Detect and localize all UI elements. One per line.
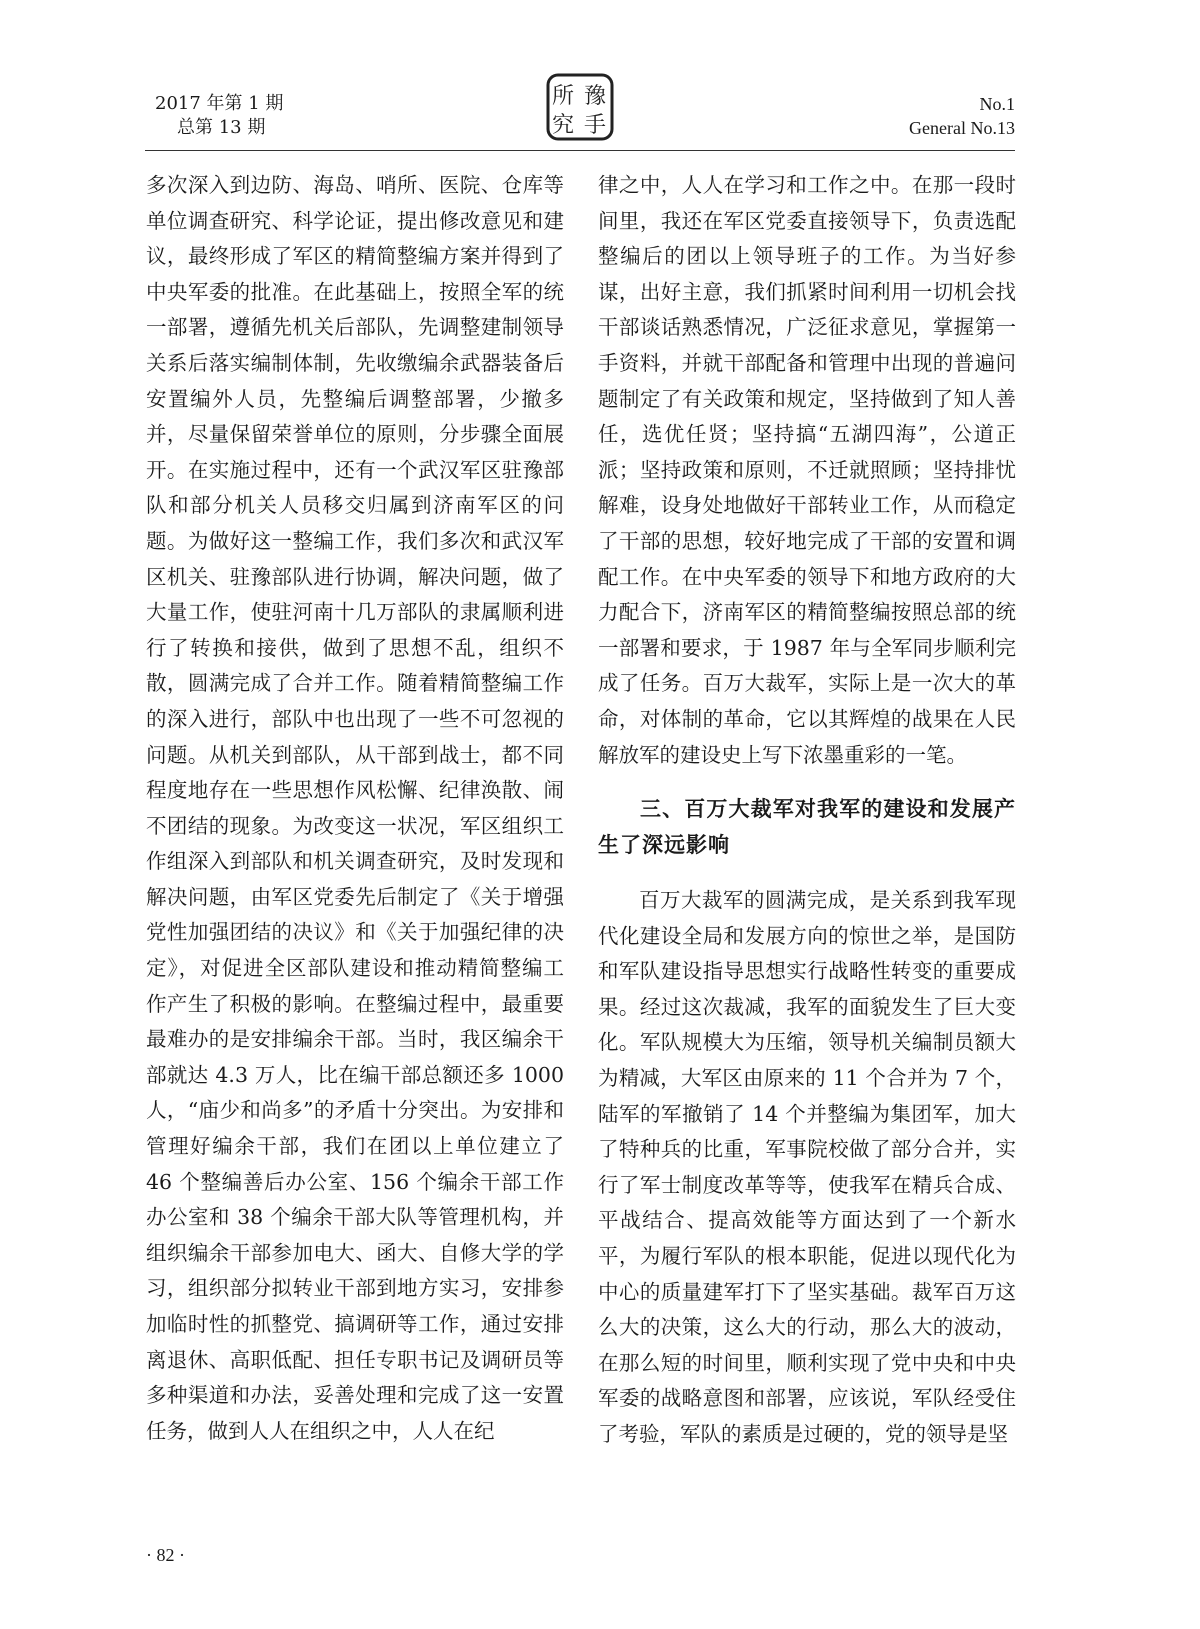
svg-text:豫: 豫	[583, 84, 607, 109]
issue-info-cn	[155, 92, 283, 140]
svg-text:究: 究	[551, 113, 575, 138]
issue-number-cn: 2017 年第 1 期	[155, 93, 284, 114]
left-column	[146, 168, 564, 1449]
journal-logo	[545, 72, 615, 142]
page-number: · 82 ·	[146, 1545, 185, 1565]
svg-text:手: 手	[583, 113, 607, 138]
section-heading: 三、百万大裁军对我军的建设和发展产生了深远影响	[598, 797, 1016, 858]
left-paragraph: 多次深入到边防、海岛、哨所、医院、仓库等单位调查研究、科学论证，提出修改意见和建议，最终形成了军区的精简整编方案并得到了中央军委的批准。在此基础上，按照全军的统一部署，遵循先机关后部队，先调整建制领导关系后落实编制体制，先收缴编余武器装备后安置编外人员，先整编后调整部署，少撤多并，尽量保留荣誉单位的原则，分步骤全面展开。在实施过程中，还有一个武汉军区驻豫部队和部分机关人员移交归属到济南军区的问题。为做好这一整编工作，我们多次和武汉军区机关、驻豫部队进行协调，解决问题，做了大量工作，使驻河南十几万部队的隶属顺利进行了转换和接供，做到了思想不乱，组织不散，圆满完成了合并工作。随着精简整编工作的深入进行，部队中也出现了一些不可忽视的问题。从机关到部队，从干部到战士，都不同程度地存在一些思想作风松懈、纪律涣散、闹不团结的现象。为改变这一状况，军区组织工作组深入到部队和机关调查研究，及时发现和解决问题，由军区党委先后制定了《关于增强党性加强团结的决议》和《关于加强纪律的决定》，对促进全区部队建设和推动精简整编工作产生了积极的影响。在整编过程中，最重要最难办的是安排编余干部。当时，我区编余干部就达 4.3 万人，比在编干部总额还多 1000 人，“庙少和尚多”的矛盾十分突出。为安排和管理好编余干部，我们在团以上单位建立了 46 个整编善后办公室、156 个编余干部工作办公室和 38 个编余干部大队等管理机构，并组织编余干部参加电大、函大、自修大学的学习，组织部分拟转业干部到地方实习，安排参加临时性的抓整党、搞调研等工作，通过安排离退休、高职低配、担任专职书记及调研员等多种渠道和办法，妥善处理和完成了这一安置任务，做到人人在组织之中，人人在纪	[146, 173, 564, 1443]
issue-number-en: No.1	[979, 94, 1015, 114]
right-paragraph-1: 律之中，人人在学习和工作之中。在那一段时间里，我还在军区党委直接领导下，负责选配整编后的团以上领导班子的工作。为当好参谋，出好主意，我们抓紧时间利用一切机会找干部谈话熟悉情况，广泛征求意见，掌握第一手资料，并就干部配备和管理中出现的普遍问题制定了有关政策和规定，坚持做到了知人善任，选优任贤；坚持搞“五湖四海”，公道正派；坚持政策和原则，不迁就照顾；坚持排忧解难，设身处地做好干部转业工作，从而稳定了干部的思想，较好地完成了干部的安置和调配工作。在中央军委的领导下和地方政府的大力配合下，济南军区的精简整编按照总部的统一部署和要求，于 1987 年与全军同步顺利完成了任务。百万大裁军，实际上是一次大的革命，对体制的革命，它以其辉煌的战果在人民解放军的建设史上写下浓墨重彩的一笔。	[598, 173, 1016, 767]
svg-text:所: 所	[551, 84, 575, 109]
total-issue-en: General No.13	[909, 118, 1015, 138]
right-paragraph-2: 百万大裁军的圆满完成，是关系到我军现代化建设全局和发展方向的惊世之举，是国防和军队建设指导思想实行战略性转变的重要成果。经过这次裁减，我军的面貌发生了巨大变化。军队规模大为压缩，领导机关编制员额大为精减，大军区由原来的 11 个合并为 7 个，陆军的军撤销了 14 个并整编为集团军，加大了特种兵的比重，军事院校做了部分合并，实行了军士制度改革等等，使我军在精兵合成、平战结合、提高效能等方面达到了一个新水平，为履行军队的根本职能，促进以现代化为中心的质量建军打下了坚实基础。裁军百万这么大的决策，这么大的行动，那么大的波动，在那么短的时间里，顺利实现了党中央和中央军委的战略意图和部署，应该说，军队经受住了考验，军队的素质是过硬的，党的领导是坚	[598, 888, 1016, 1446]
issue-info-en	[909, 92, 1015, 140]
header-divider	[145, 150, 1015, 151]
right-column	[598, 168, 1016, 1453]
total-issue-cn: 总第 13 期	[177, 117, 266, 138]
journal-logo-seal-icon	[545, 72, 615, 142]
